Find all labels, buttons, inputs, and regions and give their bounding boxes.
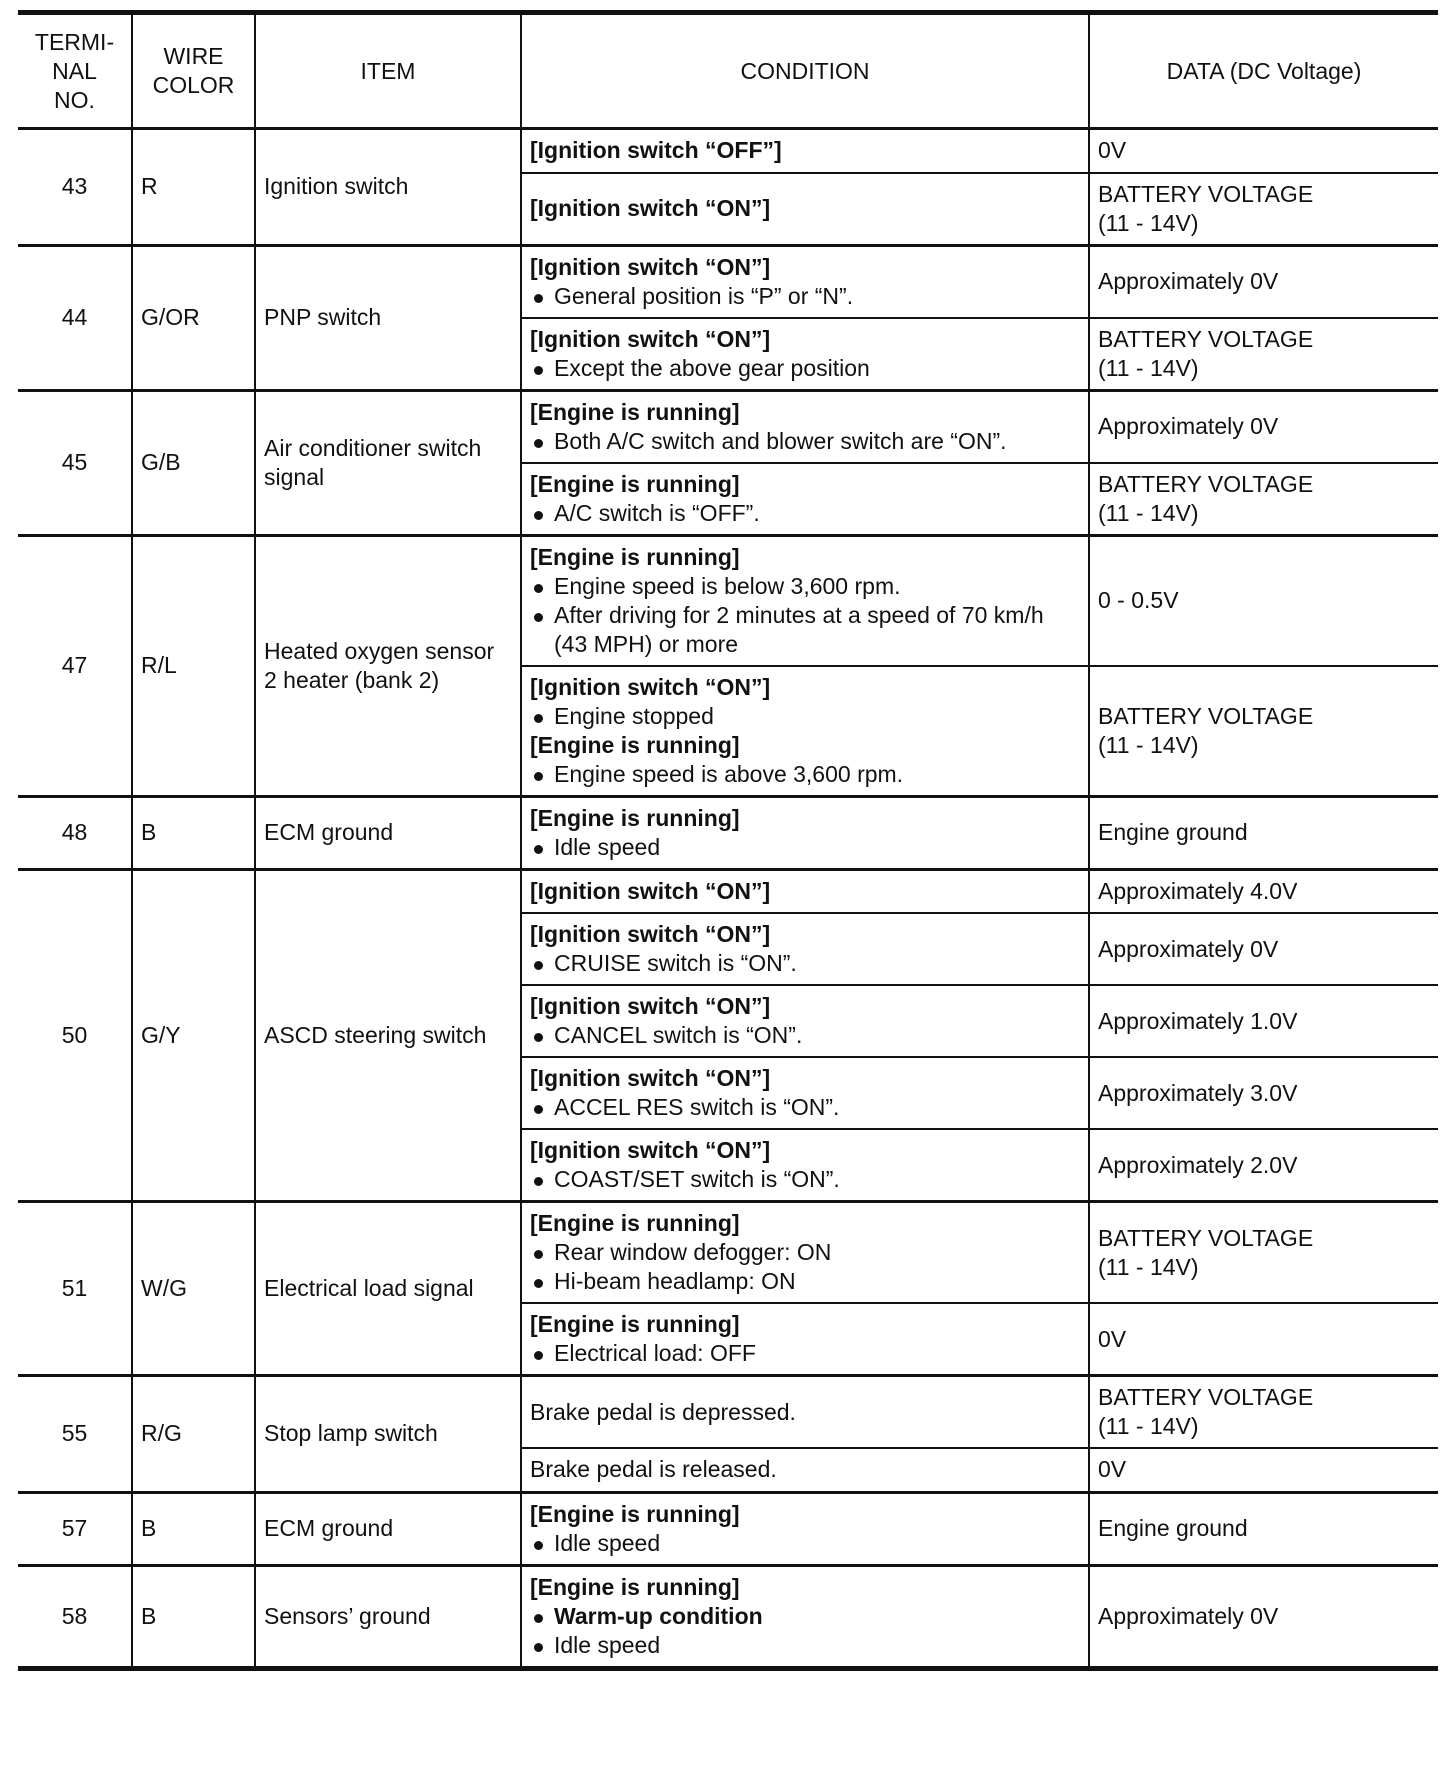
item-line: Stop lamp switch (264, 1420, 438, 1447)
condition-cell (521, 463, 1089, 536)
condition-heading: [Ignition switch “ON”] (530, 877, 771, 904)
voltage-data-line: BATTERY VOLTAGE (1098, 325, 1314, 352)
voltage-data-line: BATTERY VOLTAGE (1098, 1224, 1314, 1251)
wire-color-cell: B (132, 1492, 255, 1565)
condition-heading: [Engine is running] (530, 1500, 740, 1527)
voltage-data-line: 0V (1098, 137, 1127, 164)
wire-color-cell: G/B (132, 390, 255, 535)
terminal-number-cell: 58 (18, 1565, 132, 1668)
ecm-terminal-table (18, 10, 1438, 1671)
header-terminal-line: NO. (54, 86, 95, 113)
terminal-number-cell: 51 (18, 1202, 132, 1376)
wire-color-cell: G/OR (132, 245, 255, 390)
item-cell (255, 796, 521, 869)
voltage-data-line: BATTERY VOLTAGE (1098, 470, 1314, 497)
item-line: Ignition switch (264, 173, 409, 200)
condition-cell (521, 1448, 1089, 1492)
table-row (18, 535, 1438, 666)
voltage-data-line: (11 - 14V) (1098, 1253, 1199, 1280)
terminal-number-cell: 47 (18, 535, 132, 796)
condition-cell (521, 666, 1089, 797)
voltage-data-line: (11 - 14V) (1098, 499, 1199, 526)
voltage-data-line: Engine ground (1098, 819, 1248, 845)
condition-cell (521, 913, 1089, 985)
condition-heading: [Ignition switch “ON”] (530, 253, 771, 280)
item-line: ECM ground (264, 819, 394, 845)
voltage-data-line: BATTERY VOLTAGE (1098, 180, 1314, 207)
voltage-data-cell (1089, 1129, 1438, 1202)
table-row (18, 1376, 1438, 1449)
condition-heading: [Engine is running] (530, 398, 740, 425)
condition-bullet: Hi-beam headlamp: ON (530, 1267, 1080, 1296)
header-condition: CONDITION (521, 13, 1089, 129)
item-cell (255, 129, 521, 246)
condition-cell (521, 1303, 1089, 1376)
voltage-data-line: BATTERY VOLTAGE (1098, 702, 1314, 729)
terminal-number-cell: 43 (18, 129, 132, 246)
voltage-data-cell (1089, 129, 1438, 173)
voltage-data-cell (1089, 1202, 1438, 1304)
condition-heading: [Ignition switch “OFF”] (530, 137, 782, 164)
header-terminal-line: NAL (52, 57, 97, 84)
voltage-data-cell (1089, 318, 1438, 391)
voltage-data-cell (1089, 1565, 1438, 1668)
table-row (18, 796, 1438, 869)
voltage-data-cell (1089, 1376, 1438, 1449)
condition-heading: [Ignition switch “ON”] (530, 673, 771, 700)
voltage-data-line: (11 - 14V) (1098, 354, 1199, 381)
voltage-data-cell (1089, 173, 1438, 246)
wire-color-cell: R/L (132, 535, 255, 796)
table-row (18, 869, 1438, 913)
item-cell (255, 1376, 521, 1493)
condition-bullet: Idle speed (530, 1631, 1080, 1660)
voltage-data-cell (1089, 869, 1438, 913)
voltage-data-line: Approximately 3.0V (1098, 1079, 1298, 1106)
header-wire-line: COLOR (152, 72, 235, 98)
voltage-data-line: Approximately 0V (1098, 268, 1279, 294)
condition-cell (521, 245, 1089, 318)
condition-bullet: CRUISE switch is “ON”. (530, 949, 1080, 978)
table-row (18, 245, 1438, 318)
condition-cell (521, 1565, 1089, 1668)
wire-color-cell: R/G (132, 1376, 255, 1493)
condition-cell (521, 1376, 1089, 1449)
condition-bullet: COAST/SET switch is “ON”. (530, 1165, 1080, 1194)
item-cell (255, 1492, 521, 1565)
voltage-data-line: 0 - 0.5V (1098, 587, 1179, 613)
header-item: ITEM (255, 13, 521, 129)
condition-heading: [Ignition switch “ON”] (530, 1065, 771, 1091)
condition-bullet: Rear window defogger: ON (530, 1238, 1080, 1267)
item-line: signal (264, 463, 325, 490)
condition-cell (521, 796, 1089, 869)
condition-cell (521, 318, 1089, 391)
header-row (18, 13, 1438, 129)
condition-cell (521, 1492, 1089, 1565)
condition-cell (521, 173, 1089, 246)
condition-cell (521, 390, 1089, 463)
condition-bullet: CANCEL switch is “ON”. (530, 1021, 1080, 1050)
voltage-data-cell (1089, 666, 1438, 797)
header-terminal-line: TERMI- (34, 28, 115, 55)
header-wire-line: WIRE (163, 43, 224, 69)
condition-heading: [Engine is running] (530, 804, 740, 831)
item-line: 2 heater (bank 2) (264, 666, 440, 693)
condition-bullet: Both A/C switch and blower switch are “ON”. (530, 427, 1080, 456)
condition-cell (521, 1202, 1089, 1304)
condition-heading: [Engine is running] (530, 1311, 740, 1337)
voltage-data-line: 0V (1098, 1325, 1127, 1352)
condition-bullet: Engine speed is below 3,600 rpm. (530, 572, 1080, 601)
item-cell (255, 869, 521, 1202)
condition-bullet: Idle speed (530, 1529, 1080, 1558)
header-data: DATA (DC Voltage) (1089, 13, 1438, 129)
condition-heading: [Ignition switch “ON”] (530, 325, 771, 352)
condition-cell (521, 535, 1089, 666)
condition-bullet: General position is “P” or “N”. (530, 282, 1080, 311)
condition-bullet: Idle speed (530, 833, 1080, 862)
voltage-data-cell (1089, 1057, 1438, 1129)
item-line: ECM ground (264, 1515, 394, 1541)
condition-bullet: Engine stopped (530, 702, 1080, 731)
voltage-data-cell (1089, 985, 1438, 1057)
table-row (18, 1492, 1438, 1565)
condition-heading: [Ignition switch “ON”] (530, 1137, 771, 1163)
condition-bullet: Engine speed is above 3,600 rpm. (530, 760, 1080, 789)
condition-bullet: After driving for 2 minutes at a speed of 70 km/h (43 MPH) or more (530, 601, 1080, 659)
voltage-data-line: Approximately 4.0V (1098, 877, 1298, 904)
wire-color-cell: B (132, 1565, 255, 1668)
item-line: Air conditioner switch (264, 434, 482, 461)
condition-heading: [Ignition switch “ON”] (530, 195, 771, 221)
condition-heading: [Engine is running] (530, 731, 740, 758)
item-cell (255, 1565, 521, 1668)
voltage-data-line: (11 - 14V) (1098, 1413, 1199, 1439)
wire-color-cell: W/G (132, 1202, 255, 1376)
condition-text: Brake pedal is released. (530, 1456, 777, 1483)
wire-color-cell: R (132, 129, 255, 246)
condition-cell (521, 985, 1089, 1057)
voltage-data-cell (1089, 535, 1438, 666)
condition-heading: [Engine is running] (530, 1210, 740, 1236)
voltage-data-line: Approximately 1.0V (1098, 1007, 1298, 1034)
terminal-number-cell: 57 (18, 1492, 132, 1565)
condition-cell (521, 129, 1089, 173)
voltage-data-line: Approximately 0V (1098, 413, 1279, 439)
table-row (18, 129, 1438, 173)
table-body (18, 129, 1438, 1669)
terminal-data-table-container (18, 10, 1438, 1671)
condition-heading: [Engine is running] (530, 470, 740, 497)
condition-bullet: ACCEL RES switch is “ON”. (530, 1093, 1080, 1122)
item-cell (255, 390, 521, 535)
terminal-number-cell: 50 (18, 869, 132, 1202)
terminal-number-cell: 55 (18, 1376, 132, 1493)
condition-heading: [Engine is running] (530, 1573, 740, 1600)
voltage-data-cell (1089, 1492, 1438, 1565)
condition-heading: [Engine is running] (530, 543, 740, 570)
wire-color-cell: B (132, 796, 255, 869)
item-line: PNP switch (264, 304, 382, 330)
voltage-data-line: Approximately 0V (1098, 1602, 1279, 1629)
voltage-data-cell (1089, 1448, 1438, 1492)
condition-bullet: Warm-up condition (530, 1602, 1080, 1631)
voltage-data-line: Approximately 0V (1098, 935, 1279, 962)
condition-heading: [Ignition switch “ON”] (530, 993, 771, 1019)
condition-bullet: A/C switch is “OFF”. (530, 499, 1080, 528)
voltage-data-line: Engine ground (1098, 1515, 1248, 1541)
condition-cell (521, 869, 1089, 913)
item-cell (255, 245, 521, 390)
terminal-number-cell: 48 (18, 796, 132, 869)
table-row (18, 1565, 1438, 1668)
condition-bullet: Electrical load: OFF (530, 1339, 1080, 1368)
terminal-number-cell: 44 (18, 245, 132, 390)
voltage-data-cell (1089, 1303, 1438, 1376)
header-terminal-no (18, 13, 132, 129)
item-line: ASCD steering switch (264, 1021, 487, 1048)
terminal-number-cell: 45 (18, 390, 132, 535)
item-cell (255, 1202, 521, 1376)
item-line: Heated oxygen sensor (264, 637, 495, 664)
voltage-data-line: 0V (1098, 1456, 1127, 1483)
voltage-data-cell (1089, 796, 1438, 869)
voltage-data-line: (11 - 14V) (1098, 209, 1199, 236)
condition-heading: [Ignition switch “ON”] (530, 921, 771, 947)
condition-bullet: Except the above gear position (530, 354, 1080, 383)
voltage-data-line: (11 - 14V) (1098, 731, 1199, 758)
item-line: Sensors’ ground (264, 1602, 431, 1629)
table-row (18, 1202, 1438, 1304)
voltage-data-cell (1089, 463, 1438, 536)
voltage-data-cell (1089, 913, 1438, 985)
wire-color-cell: G/Y (132, 869, 255, 1202)
condition-cell (521, 1129, 1089, 1202)
voltage-data-cell (1089, 245, 1438, 318)
voltage-data-line: BATTERY VOLTAGE (1098, 1384, 1314, 1410)
item-cell (255, 535, 521, 796)
condition-cell (521, 1057, 1089, 1129)
voltage-data-line: Approximately 2.0V (1098, 1151, 1298, 1178)
table-row (18, 390, 1438, 463)
condition-text: Brake pedal is depressed. (530, 1398, 796, 1425)
item-line: Electrical load signal (264, 1275, 474, 1301)
voltage-data-cell (1089, 390, 1438, 463)
header-wire-color (132, 13, 255, 129)
